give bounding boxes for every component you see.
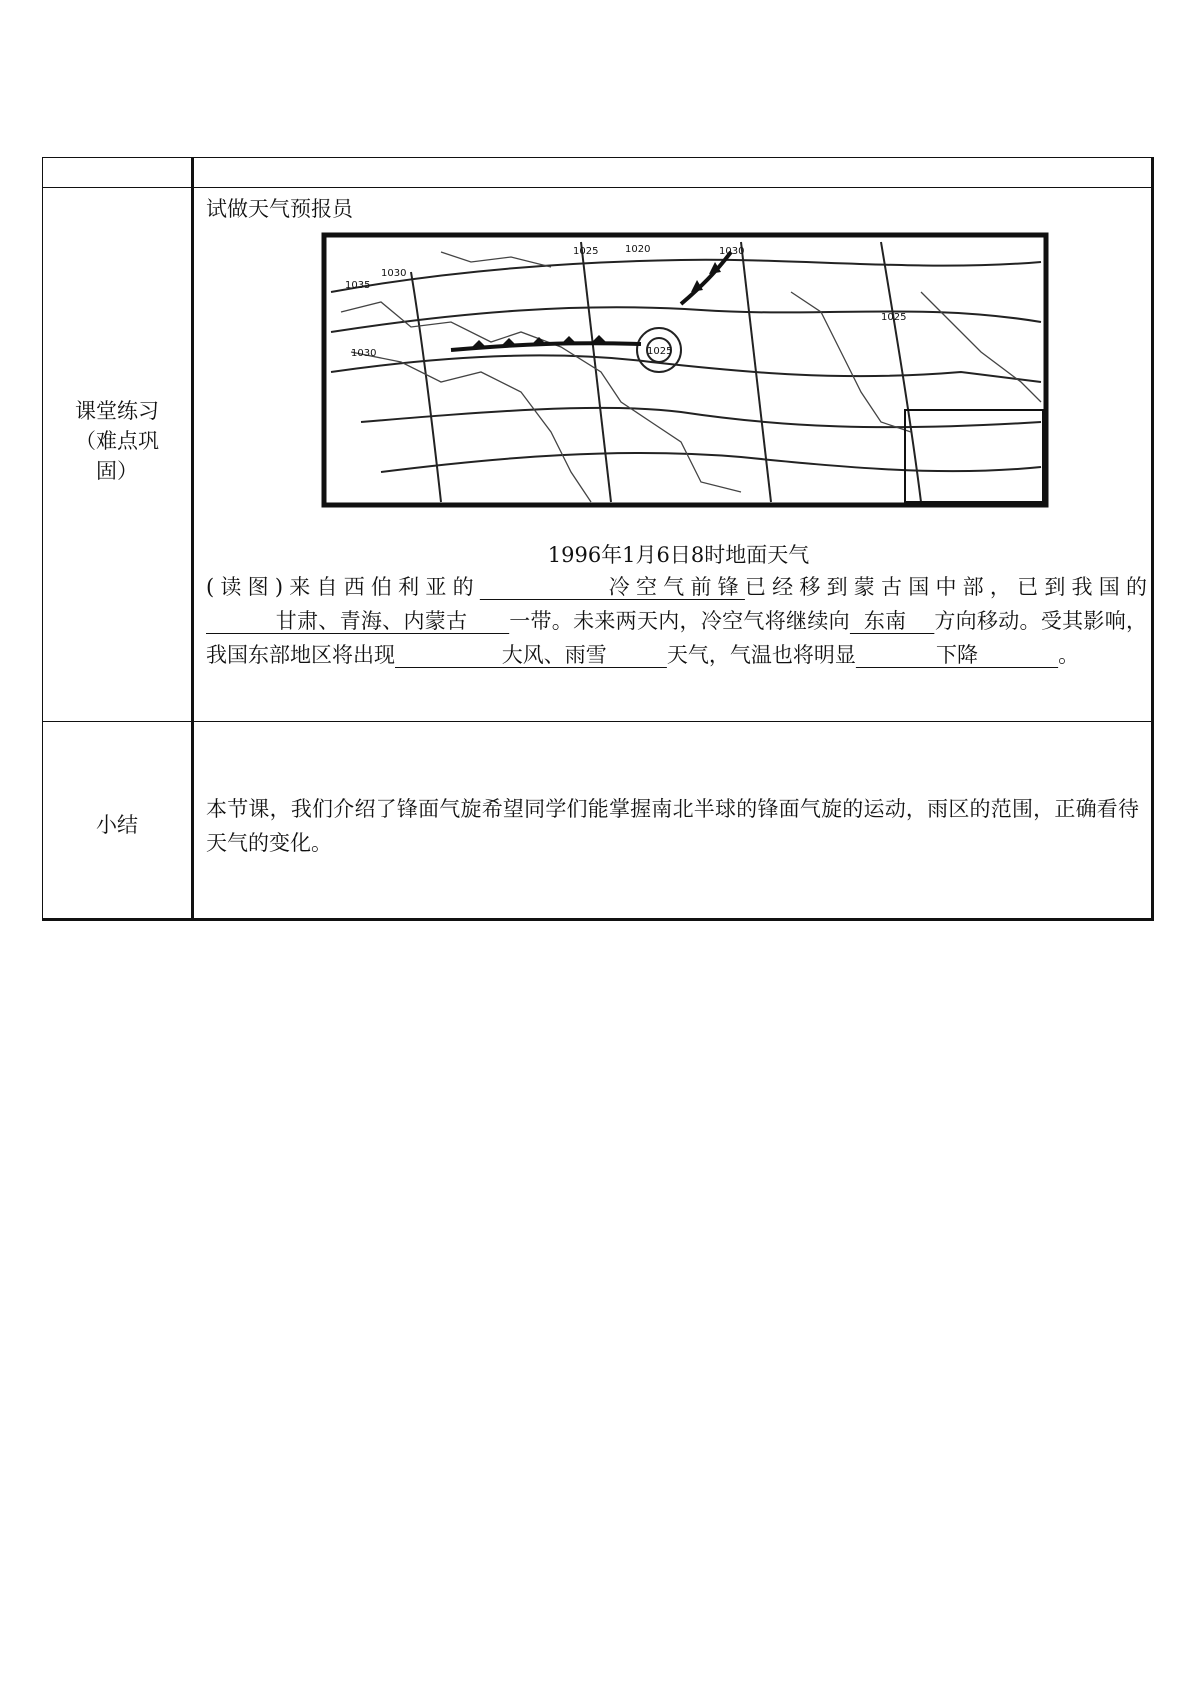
header-right-cell [193,158,1153,188]
fill-in-paragraph [206,570,1151,672]
lesson-table [42,157,1154,921]
practice-label-cell [43,188,193,722]
summary-content-cell [193,722,1153,920]
svg-text:1025: 1025 [573,246,599,257]
para-text-4: 方向移动。受其影响，我国东部地区将出现 [206,609,1148,667]
svg-text:1030: 1030 [381,268,407,279]
summary-label: 小结 [96,813,138,837]
practice-label-line-2: （难点巩 [75,428,159,453]
blank-answer-4: 大风、雨雪 [395,643,667,667]
svg-text:1030: 1030 [351,348,377,359]
practice-label [43,396,191,514]
map-caption: 1996年1月6日8时地面天气 [547,543,810,567]
practice-label-line-3: 固） [96,458,138,483]
blank-answer-5: 下降 [855,643,1059,667]
header-left-cell [43,158,193,188]
weather-map [321,232,1049,508]
para-text-1: (读图)来自西伯利亚的 [206,575,480,599]
practice-heading: 试做天气预报员 [206,197,353,221]
blank-answer-3: 东南 [849,609,935,633]
summary-label-cell [43,722,193,920]
svg-text:1035: 1035 [345,280,371,291]
blank-answer-1: 冷空气前锋 [479,575,745,599]
summary-text: 本节课，我们介绍了锋面气旋希望同学们能掌握南北半球的锋面气旋的运动，雨区的范围，正确看待天气的变化。 [206,797,1139,855]
para-text-2: 已经移到蒙古国中部，已到我国的 [744,575,1148,599]
para-text-6: 。 [1058,643,1080,667]
para-text-3: 一带。未来两天内，冷空气将继续向 [509,609,850,633]
header-row [43,158,1153,188]
svg-text:1030: 1030 [719,246,745,257]
practice-row [43,188,1153,722]
practice-content-cell [193,188,1153,722]
practice-label-line-1: 课堂练习 [75,398,159,423]
summary-row [43,722,1153,920]
blank-answer-2: 甘肃、青海、内蒙古 [206,609,510,633]
svg-text:1020: 1020 [625,244,651,255]
svg-text:1025: 1025 [881,312,907,323]
para-text-5: 天气，气温也将明显 [666,643,856,667]
svg-text:1025: 1025 [647,346,673,357]
